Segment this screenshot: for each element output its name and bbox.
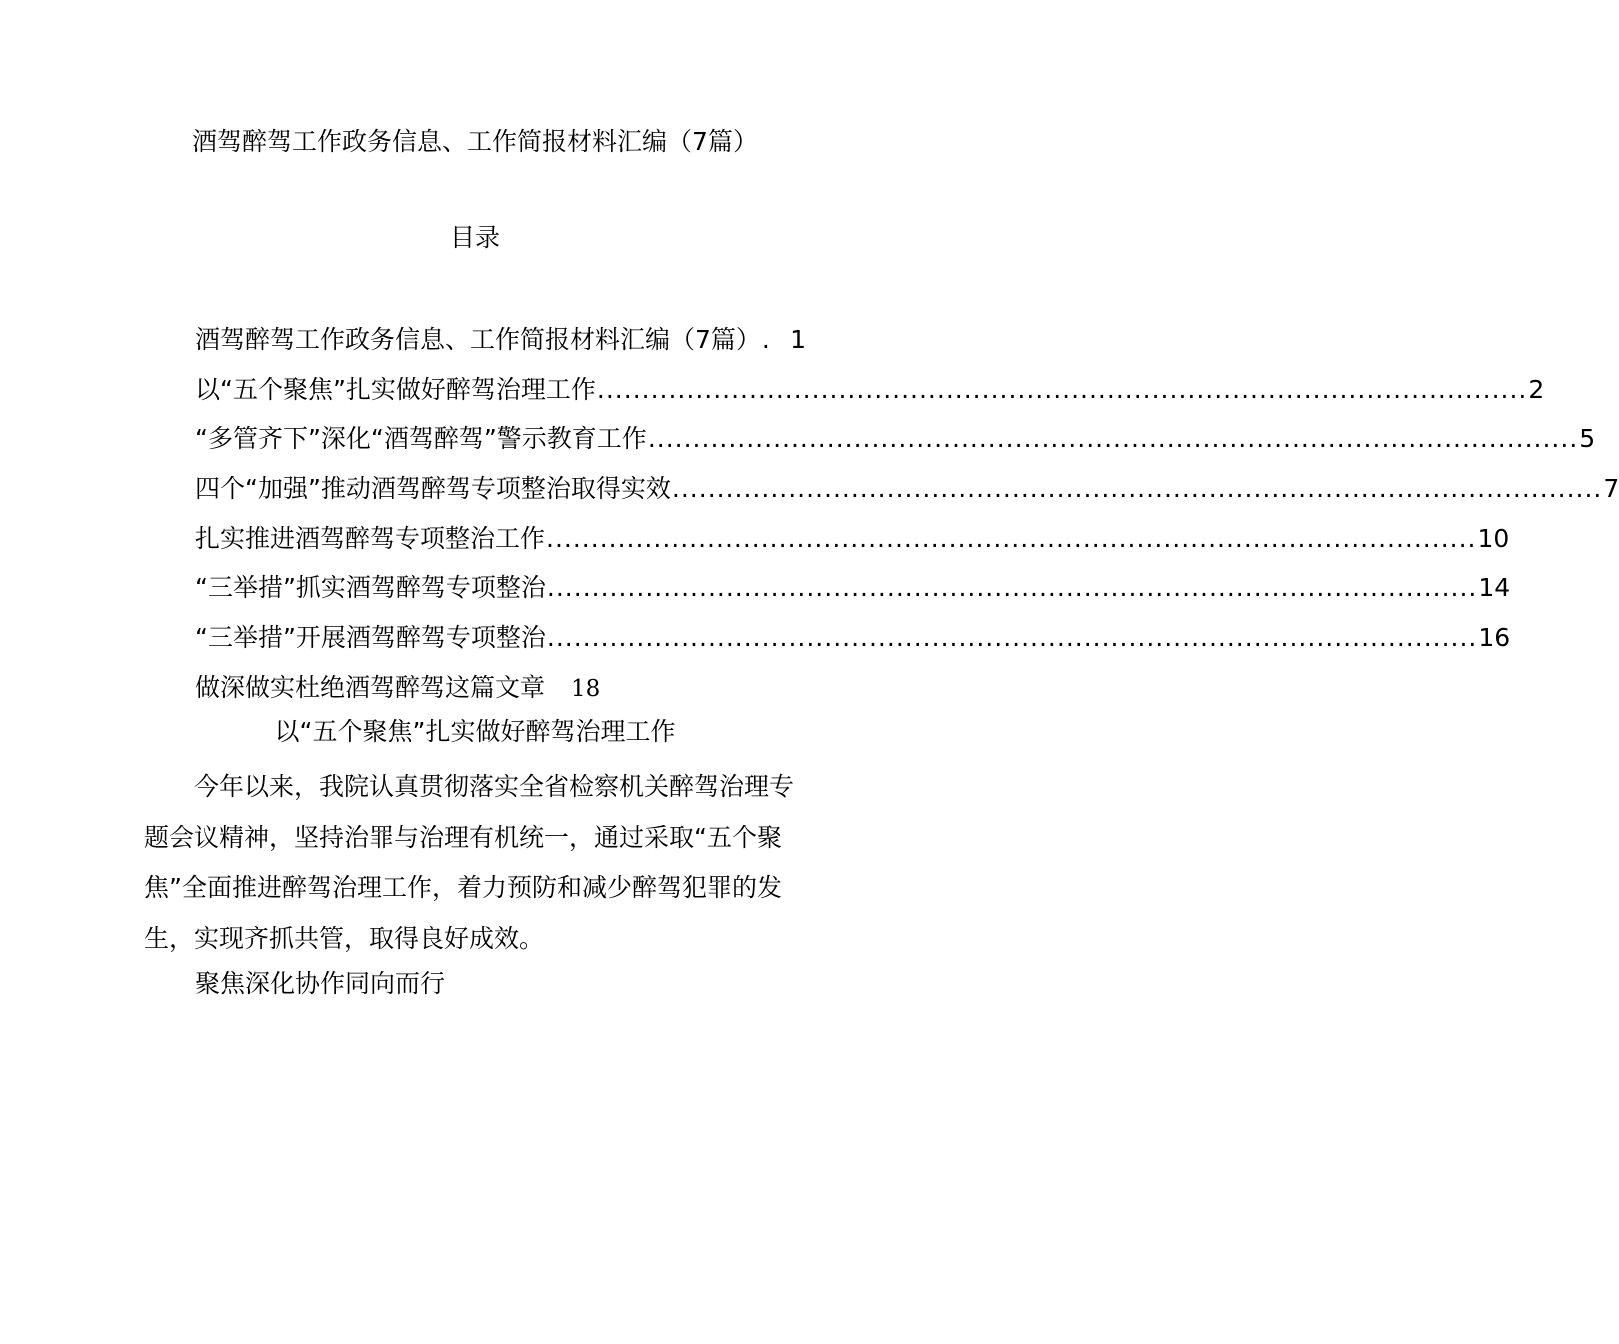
toc-entry-text: 以“五个聚焦”扎实做好醉驾治理工作 xyxy=(195,374,596,404)
toc-page-number: 14 xyxy=(1478,573,1511,603)
toc-leader: ........................................................................................................ xyxy=(546,573,1478,603)
sub-heading: 聚焦深化协作同向而行 xyxy=(195,969,446,998)
toc-entry-8[interactable] xyxy=(195,668,806,712)
toc-leader: . xyxy=(761,325,771,354)
toc-entry-7[interactable] xyxy=(195,618,1511,668)
toc-entry-3[interactable] xyxy=(195,419,1596,469)
toc-entry-5[interactable] xyxy=(195,519,1510,569)
toc-leader: ........................................................................................................ xyxy=(546,523,1477,553)
toc-page-number: 16 xyxy=(1478,623,1511,653)
toc-leader: ........................................................................................................ xyxy=(546,623,1478,653)
toc-page-number: 5 xyxy=(1579,424,1596,454)
toc-heading: 目录 xyxy=(449,223,500,252)
toc-entry-text: “多管齐下”深化“酒驾醉驾”警示教育工作 xyxy=(195,424,647,454)
toc-leader: ........................................................................................................ xyxy=(596,374,1528,404)
toc-page-number: 1 xyxy=(790,325,806,354)
toc-leader: ........................................................................................................ xyxy=(671,474,1603,504)
toc-page-number: 2 xyxy=(1528,374,1545,404)
section-title: 以“五个聚焦”扎实做好醉驾治理工作 xyxy=(274,717,676,746)
toc-entry-text: 四个“加强”推动酒驾醉驾专项整治取得实效 xyxy=(195,474,671,504)
toc-entry-6[interactable] xyxy=(195,568,1511,618)
toc-entry-text: “三举措”开展酒驾醉驾专项整治 xyxy=(195,623,546,653)
toc-entry-4[interactable] xyxy=(195,469,1619,519)
table-of-contents xyxy=(195,320,1619,712)
toc-entry-text: 做深做实杜绝酒驾醉驾这篇文章 xyxy=(195,672,546,702)
body-paragraph: 今年以来，我院认真贯彻落实全省检察机关醉驾治理专题会议精神，坚持治罪与治理有机统一，通过采取“五个聚焦”全面推进醉驾治理工作，着力预防和减少醉驾犯罪的发生，实现齐抓共管，取得良好成效。 xyxy=(144,772,795,953)
toc-entry-1[interactable] xyxy=(195,320,806,370)
toc-page-number: 7 xyxy=(1603,474,1619,504)
toc-page-number: 18 xyxy=(571,675,601,702)
document-title: 酒驾醉驾工作政务信息、工作简报材料汇编（7篇） xyxy=(192,127,758,156)
toc-leader: ........................................................................................................ xyxy=(647,424,1579,454)
toc-entry-text: “三举措”抓实酒驾醉驾专项整治 xyxy=(195,573,546,603)
toc-entry-2[interactable] xyxy=(195,370,1545,420)
toc-entry-text: 酒驾醉驾工作政务信息、工作简报材料汇编（7篇） xyxy=(195,325,761,354)
toc-page-number: 10 xyxy=(1477,523,1510,553)
toc-entry-text: 扎实推进酒驾醉驾专项整治工作 xyxy=(195,523,546,553)
